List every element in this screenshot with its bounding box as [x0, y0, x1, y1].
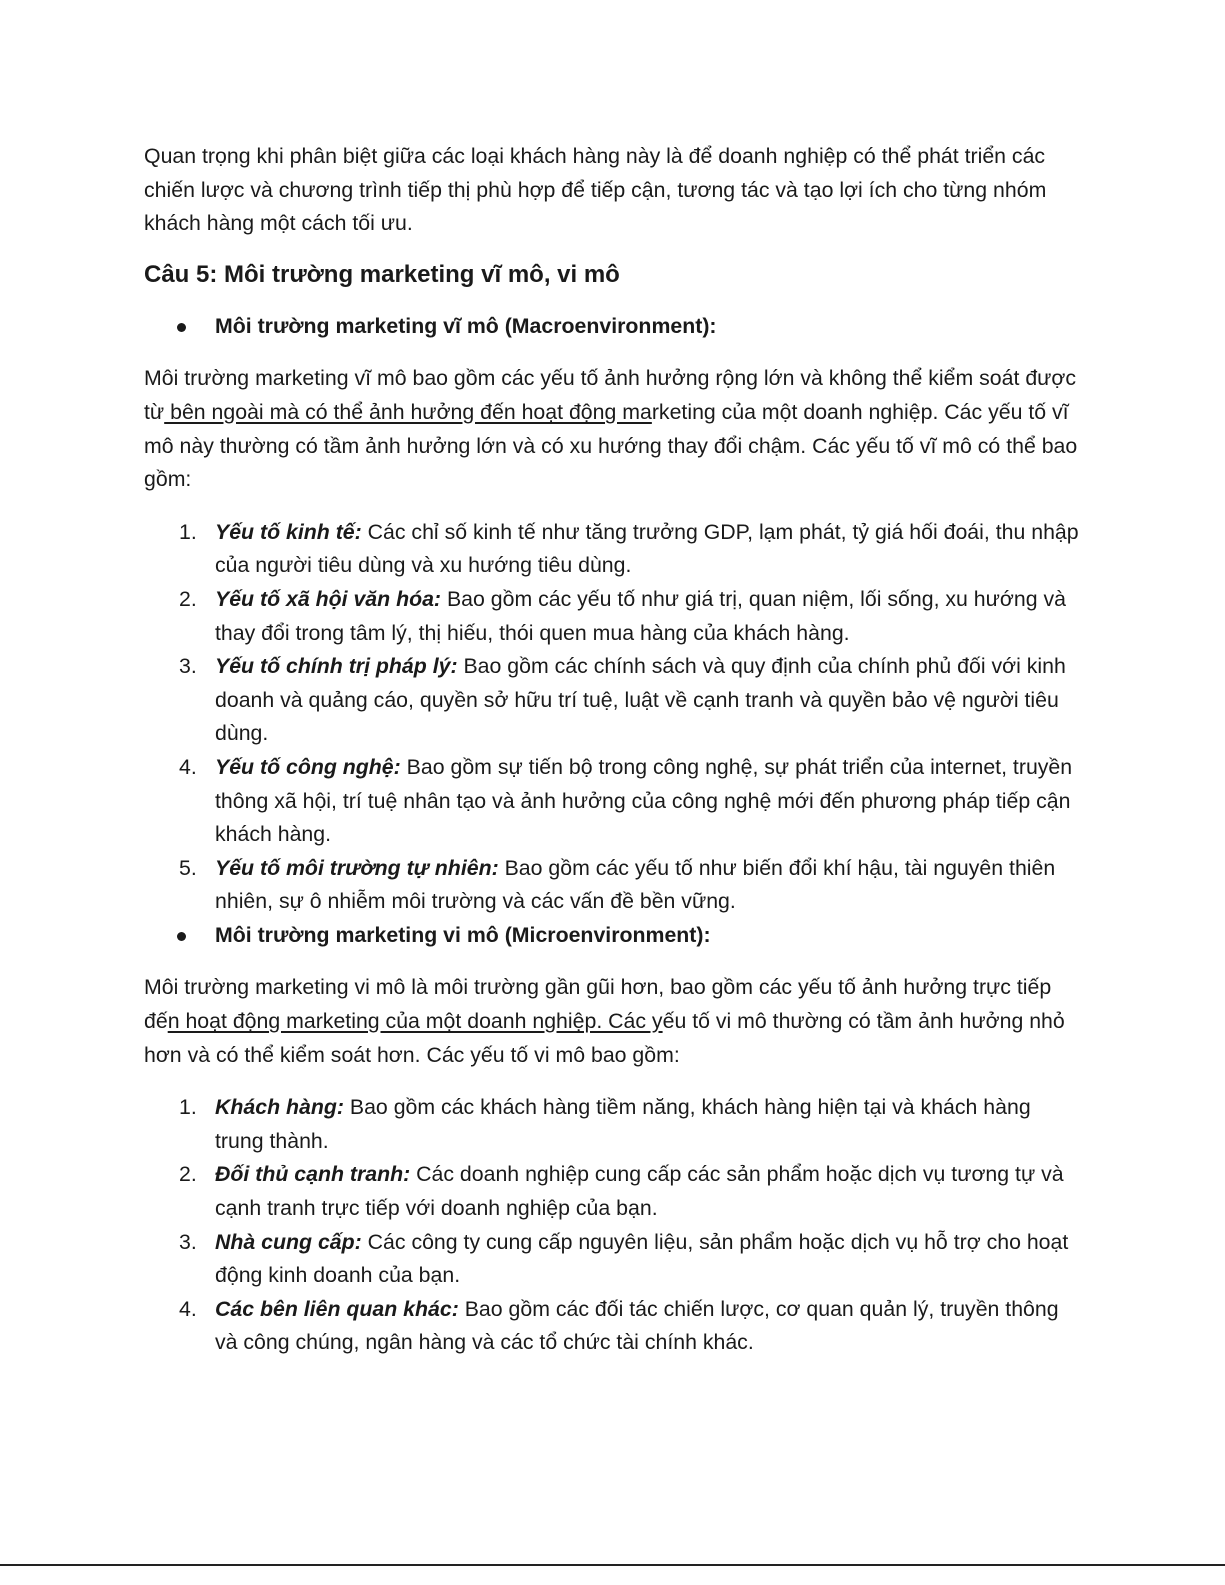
list-item — [144, 583, 1084, 650]
micro-paragraph-text: ếu tố vi mô thường có tầm ảnh hưởng nhỏ hơn và có thể kiểm soát hơn. Các yếu tố vi mô bao gồm: — [144, 1009, 1065, 1067]
list-number: 3. — [179, 1229, 197, 1254]
list-term: Yếu tố xã hội văn hóa: — [215, 586, 442, 611]
macro-factor-list — [144, 516, 1084, 919]
micro-paragraph-underlined: n hoạt động marketing của một doanh nghiệp. Các y — [167, 1009, 663, 1034]
list-term: Nhà cung cấp: — [215, 1229, 362, 1254]
micro-factor-list — [144, 1091, 1084, 1360]
list-number: 2. — [179, 586, 197, 611]
list-item — [144, 1226, 1084, 1293]
list-number: 4. — [179, 754, 197, 779]
list-item — [144, 516, 1084, 583]
list-text: Các doanh nghiệp cung cấp các sản phẩm hoặc dịch vụ tương tự và cạnh tranh trực tiếp với doanh nghiệp của bạn. — [215, 1162, 1064, 1221]
micro-bullet-label: Môi trường marketing vi mô (Microenvironment): — [215, 922, 711, 947]
list-item — [144, 852, 1084, 919]
list-number: 3. — [179, 654, 197, 679]
micro-paragraph-text: Môi trường marketing vi mô là môi trường gần gũi hơn, bao gồm các yếu tố ảnh hưởng trực tiếp đế — [144, 975, 1052, 1034]
list-term: Yếu tố kinh tế: — [215, 519, 362, 544]
macro-paragraph-text: rketing của một doanh nghiệp. Các yếu tố vĩ mô này thường có tầm ảnh hưởng lớn và có xu hướng thay đổi chậm. Các yếu tố vĩ mô có thể bao gồm: — [144, 399, 1078, 492]
list-text: Bao gồm các đối tác chiến lược, cơ quan quản lý, truyền thông và công chúng, ngân hàng và các tổ chức tài chính khác. — [215, 1296, 1059, 1355]
list-text: Bao gồm các yếu tố như biến đổi khí hậu, tài nguyên thiên nhiên, sự ô nhiễm môi trường và các vấn đề bền vững. — [215, 855, 1056, 914]
list-term: Các bên liên quan khác: — [215, 1296, 459, 1321]
macro-paragraph — [144, 362, 1084, 496]
list-number: 5. — [179, 855, 197, 880]
list-text: Bao gồm sự tiến bộ trong công nghệ, sự phát triển của internet, truyền thông xã hội, trí tuệ nhân tạo và ảnh hưởng của công nghệ mới đến phương pháp tiếp cận khách hàng. — [215, 754, 1073, 847]
list-term: Khách hàng: — [215, 1095, 344, 1120]
list-number: 1. — [179, 1095, 197, 1120]
list-term: Đối thủ cạnh tranh: — [215, 1162, 411, 1187]
list-item — [144, 1091, 1084, 1158]
micro-bullet — [144, 919, 1084, 953]
list-number: 4. — [179, 1296, 197, 1321]
list-item — [144, 1158, 1084, 1225]
macro-paragraph-underlined: bên ngoài mà có thể ảnh hưởng đến hoạt động ma — [164, 399, 652, 424]
list-text: Các chỉ số kinh tế như tăng trưởng GDP, lạm phát, tỷ giá hối đoái, thu nhập của người tiêu dùng và xu hướng tiêu dùng. — [215, 519, 1079, 578]
macro-bullet — [144, 310, 1084, 344]
micro-paragraph — [144, 971, 1084, 1072]
section-heading: Câu 5: Môi trường marketing vĩ mô, vi mô — [144, 260, 620, 288]
bullet-icon — [177, 323, 186, 332]
intro-paragraph: Quan trọng khi phân biệt giữa các loại khách hàng này là để doanh nghiệp có thể phát triển các chiến lược và chương trình tiếp thị phù hợp để tiếp cận, tương tác và tạo lợi ích cho từng nhóm khách hàng một cách tối ưu. — [144, 144, 1047, 236]
list-item — [144, 650, 1084, 751]
list-text: Bao gồm các khách hàng tiềm năng, khách hàng hiện tại và khách hàng trung thành. — [215, 1095, 1031, 1153]
list-item — [144, 751, 1084, 852]
list-term: Yếu tố chính trị pháp lý: — [215, 654, 458, 679]
list-item — [144, 1293, 1084, 1360]
list-number: 1. — [179, 519, 197, 544]
page-bottom-border — [0, 1564, 1225, 1566]
list-text: Bao gồm các yếu tố như giá trị, quan niệm, lối sống, xu hướng và thay đổi trong tâm lý, thị hiếu, thói quen mua hàng của khách hàng. — [215, 586, 1066, 645]
list-number: 2. — [179, 1162, 197, 1187]
macro-bullet-label: Môi trường marketing vĩ mô (Macroenvironment): — [215, 313, 717, 338]
list-text: Các công ty cung cấp nguyên liệu, sản phẩm hoặc dịch vụ hỗ trợ cho hoạt động kinh doanh của bạn. — [215, 1229, 1069, 1288]
document-page — [144, 140, 1084, 1360]
list-term: Yếu tố môi trường tự nhiên: — [215, 855, 499, 880]
list-text: Bao gồm các chính sách và quy định của chính phủ đối với kinh doanh và quảng cáo, quyền sở hữu trí tuệ, luật về cạnh tranh và quyền bảo vệ người tiêu dùng. — [215, 654, 1066, 746]
list-term: Yếu tố công nghệ: — [215, 754, 401, 779]
macro-paragraph-text: Môi trường marketing vĩ mô bao gồm các yếu tố ảnh hưởng rộng lớn và không thể kiểm soát được từ — [144, 366, 1077, 424]
bullet-icon — [177, 932, 186, 941]
